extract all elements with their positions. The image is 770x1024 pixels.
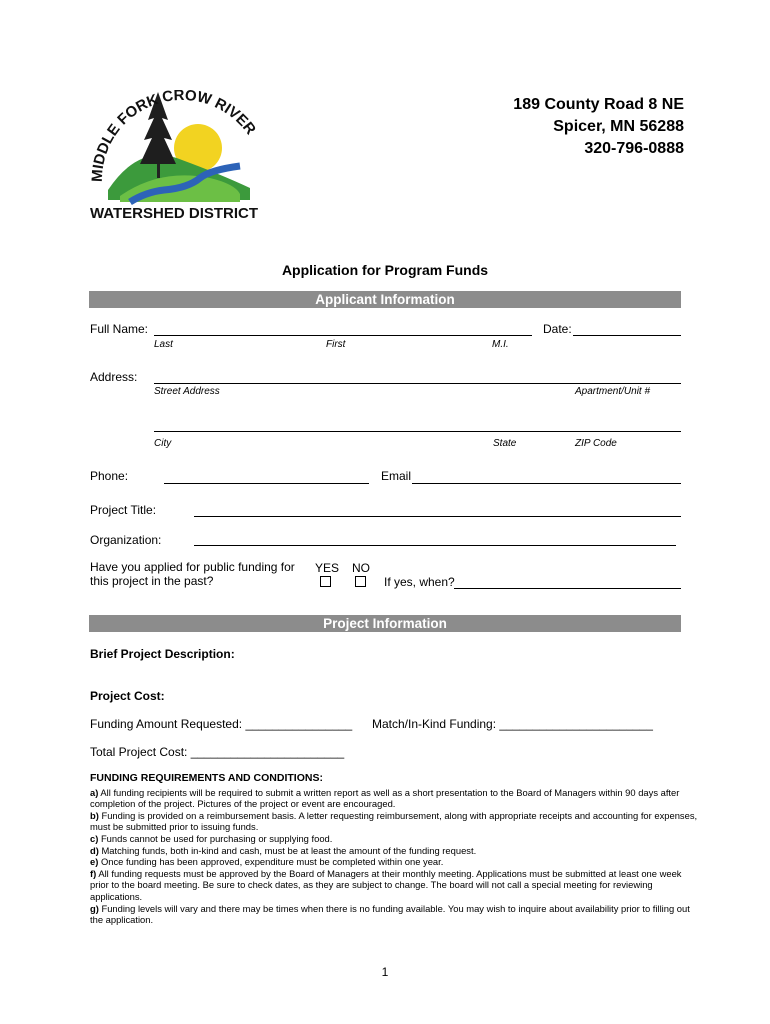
public-funding-question [90, 560, 295, 588]
logo-arc-text: MIDDLE FORK CROW RIVER [90, 90, 260, 183]
state-sublabel: State [493, 438, 517, 449]
email-label: Email [381, 469, 412, 483]
phone-label: Phone: [90, 469, 129, 483]
date-field[interactable] [573, 335, 681, 336]
page-number: 1 [381, 965, 389, 979]
no-checkbox[interactable] [355, 576, 366, 587]
requirement-item: a) All funding recipients will be required to submit a written report as well as a short presentation to the Board of Managers within 90 days after completion of the project. Pictures of the project or event are encouraged. [90, 786, 680, 810]
address-city: Spicer, MN 56288 [553, 118, 684, 135]
if-yes-when-field[interactable] [454, 588, 681, 589]
zip-sublabel: ZIP Code [575, 438, 617, 449]
funding-requirements [90, 773, 702, 926]
project-title-field[interactable] [194, 516, 681, 517]
requirement-item: b) Funding is provided on a reimbursement basis. A letter requesting reimbursement, along with appropriate receipts and accounting for expenses, must be submitted prior to issuing funds. [90, 809, 698, 833]
public-funding-question-line2: this project in the past? [90, 574, 214, 588]
phone-field[interactable] [164, 483, 369, 484]
email-field[interactable] [412, 483, 681, 484]
full-name-label: Full Name: [90, 322, 149, 336]
street-address-field[interactable] [154, 383, 681, 384]
requirement-item: f) All funding requests must be approved by the Board of Managers at their monthly meeting. Applications must be submitted at least one week prior to the board meeting. Be sure to check dates, as they are subject to change. The board will not call a special meeting for reviewing applications. [90, 867, 682, 902]
form-title: Application for Program Funds [281, 262, 489, 278]
if-yes-when-label: If yes, when? [384, 575, 455, 589]
project-title-label: Project Title: [90, 503, 157, 517]
logo-bottom-text: WATERSHED DISTRICT [90, 205, 259, 222]
street-address-sublabel: Street Address [154, 386, 220, 397]
requirement-item: g) Funding levels will vary and there may be times when there is no funding available. You may wish to inquire about availability prior to filling out the application. [90, 902, 690, 926]
city-state-zip-field[interactable] [154, 431, 681, 432]
yes-label: YES [315, 561, 340, 575]
address-street: 189 County Road 8 NE [513, 96, 684, 113]
project-section-header: Project Information [89, 615, 681, 632]
date-label: Date: [543, 322, 572, 336]
requirement-item: e) Once funding has been approved, expenditure must be completed within one year. [90, 856, 444, 868]
total-cost-field[interactable]: Total Project Cost: _______________________ [90, 745, 345, 759]
funding-requested-field[interactable]: Funding Amount Requested: ________________ [90, 717, 353, 731]
apartment-sublabel: Apartment/Unit # [575, 386, 651, 397]
city-sublabel: City [154, 438, 172, 449]
full-name-field[interactable] [154, 335, 532, 336]
brief-description-label: Brief Project Description: [90, 647, 235, 661]
public-funding-question-line1: Have you applied for public funding for [90, 560, 295, 574]
address-block [513, 94, 684, 160]
match-funding-field[interactable]: Match/In-Kind Funding: _______________________ [372, 717, 653, 731]
project-cost-label: Project Cost: [90, 689, 165, 703]
address-label: Address: [90, 370, 138, 384]
no-label: NO [352, 561, 370, 575]
middle-initial-sublabel: M.I. [492, 339, 509, 350]
address-phone: 320-796-0888 [584, 140, 684, 157]
organization-field[interactable] [194, 545, 676, 546]
requirements-heading: FUNDING REQUIREMENTS AND CONDITIONS: [90, 772, 323, 784]
first-name-sublabel: First [326, 339, 346, 350]
logo-graphic [90, 90, 270, 225]
applicant-section-header: Applicant Information [89, 291, 681, 308]
watershed-district-logo [90, 90, 270, 225]
yes-checkbox[interactable] [320, 576, 331, 587]
requirement-item: c) Funds cannot be used for purchasing or supplying food. [90, 832, 333, 844]
requirement-item: d) Matching funds, both in-kind and cash, must be at least the amount of the funding request. [90, 844, 477, 856]
organization-label: Organization: [90, 533, 162, 547]
last-name-sublabel: Last [154, 339, 173, 350]
